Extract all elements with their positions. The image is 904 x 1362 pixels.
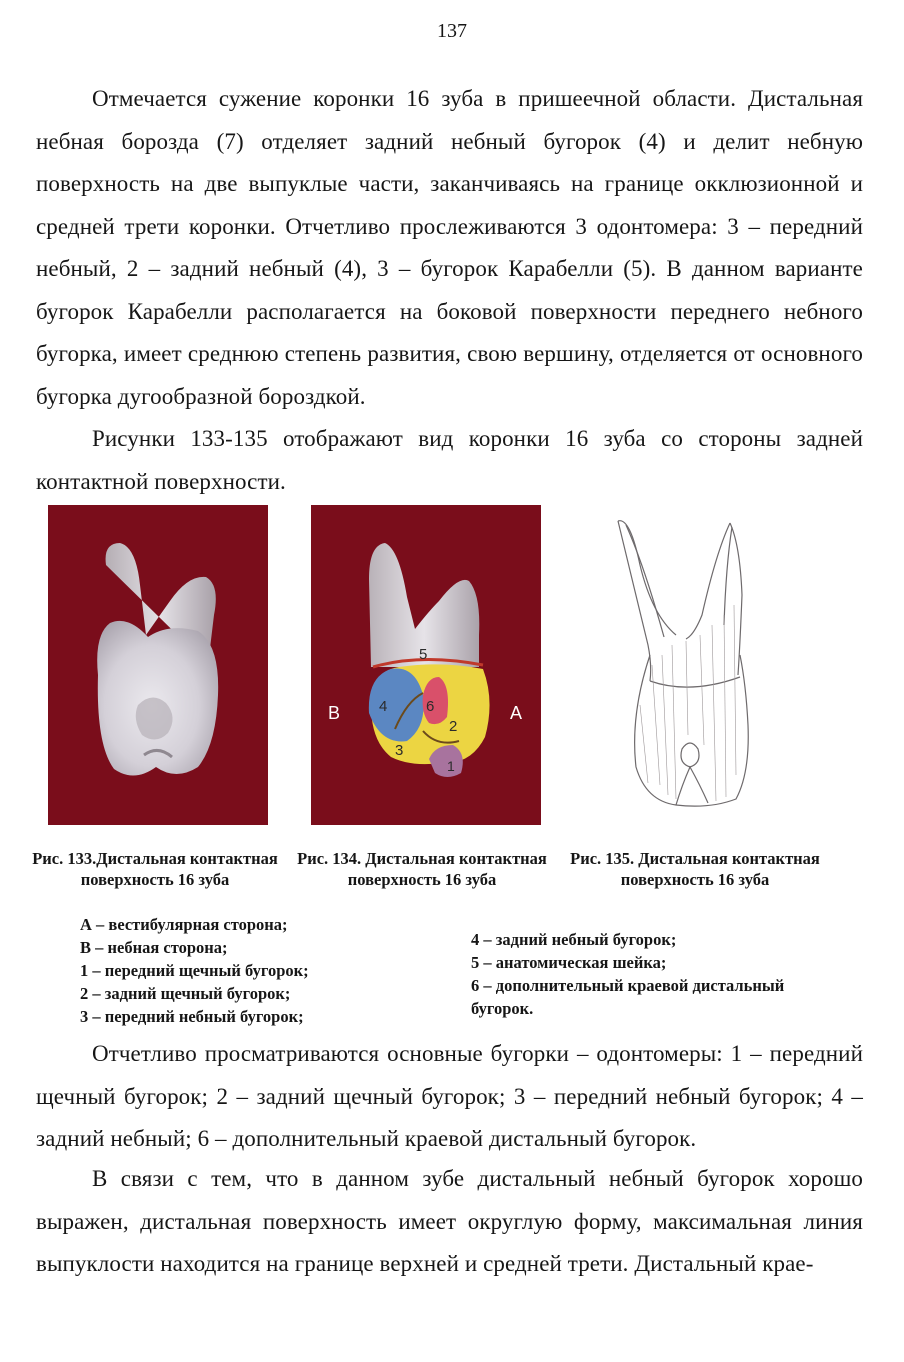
legend-item: 5 – анатомическая шейка; (471, 953, 667, 972)
page-number: 137 (437, 20, 467, 42)
legend-item: А – вестибулярная сторона; (80, 915, 288, 934)
paragraph-2: Рисунки 133-135 отображают вид коронки 16 зуба со стороны задней контактной поверхности. (36, 426, 863, 494)
figure-133-photo (48, 505, 268, 825)
legend-item: 2 – задний щечный бугорок; (80, 984, 291, 1003)
caption-fig-133: Рис. 133.Дистальная контактная поверхность 16 зуба (32, 849, 278, 889)
paragraph-3: Отчетливо просматриваются основные бугорки – одонтомеры: 1 – передний щечный бугорок; 2 – задний щечный бугорок; 3 – передний небный бугорок; 4 –задний небный; 6 – дополнительный краевой дистальный бугорок. (36, 1041, 863, 1151)
figure-135-drawing (590, 505, 790, 825)
figure-134-annotated (311, 505, 541, 825)
legend-left (80, 913, 309, 1028)
paragraph-4: В связи с тем, что в данном зубе дистальный небный бугорок хорошо выражен, дистальная поверхность имеет округлую форму, максимальная линия выпуклости находится на границе верхней и средней трети. Дистальный крае- (36, 1166, 863, 1276)
legend-right (471, 928, 801, 1020)
paragraph-1: Отмечается сужение коронки 16 зуба в пришеечной области. Дистальная небная борозда (7) отделяет задний небный бугорок (4) и делит небную поверхность на две выпуклые части, заканчиваясь на границе окклюзионной и средней трети коронки. Отчетливо прослеживаются 3 одонтомера: 3 – передний небный, 2 – задний небный (4), 3 – бугорок Карабелли (5). В данном варианте бугорок Карабелли располагается на боковой поверхности переднего небного бугорка, имеет среднюю степень развития, свою вершину, отделяется от основного бугорка дугообразной бороздкой. (36, 86, 863, 409)
side-label-b: В (328, 703, 341, 723)
label-4: 4 (379, 698, 388, 715)
legend-item: 4 – задний небный бугорок; (471, 930, 677, 949)
legend-item: 1 – передний щечный бугорок; (80, 961, 309, 980)
legend-item: 6 – дополнительный краевой дистальный бугорок. (471, 976, 785, 1018)
caption-fig-134: Рис. 134. Дистальная контактная поверхность 16 зуба (297, 849, 547, 889)
caption-fig-135: Рис. 135. Дистальная контактная поверхность 16 зуба (570, 849, 820, 889)
legend-item: В – небная сторона; (80, 938, 228, 957)
label-6: 6 (426, 698, 435, 715)
label-1: 1 (447, 758, 455, 774)
side-label-a: А (510, 703, 523, 723)
label-3: 3 (395, 742, 404, 759)
label-5: 5 (419, 646, 428, 663)
label-2: 2 (449, 718, 458, 735)
legend-item: 3 – передний небный бугорок; (80, 1007, 304, 1026)
